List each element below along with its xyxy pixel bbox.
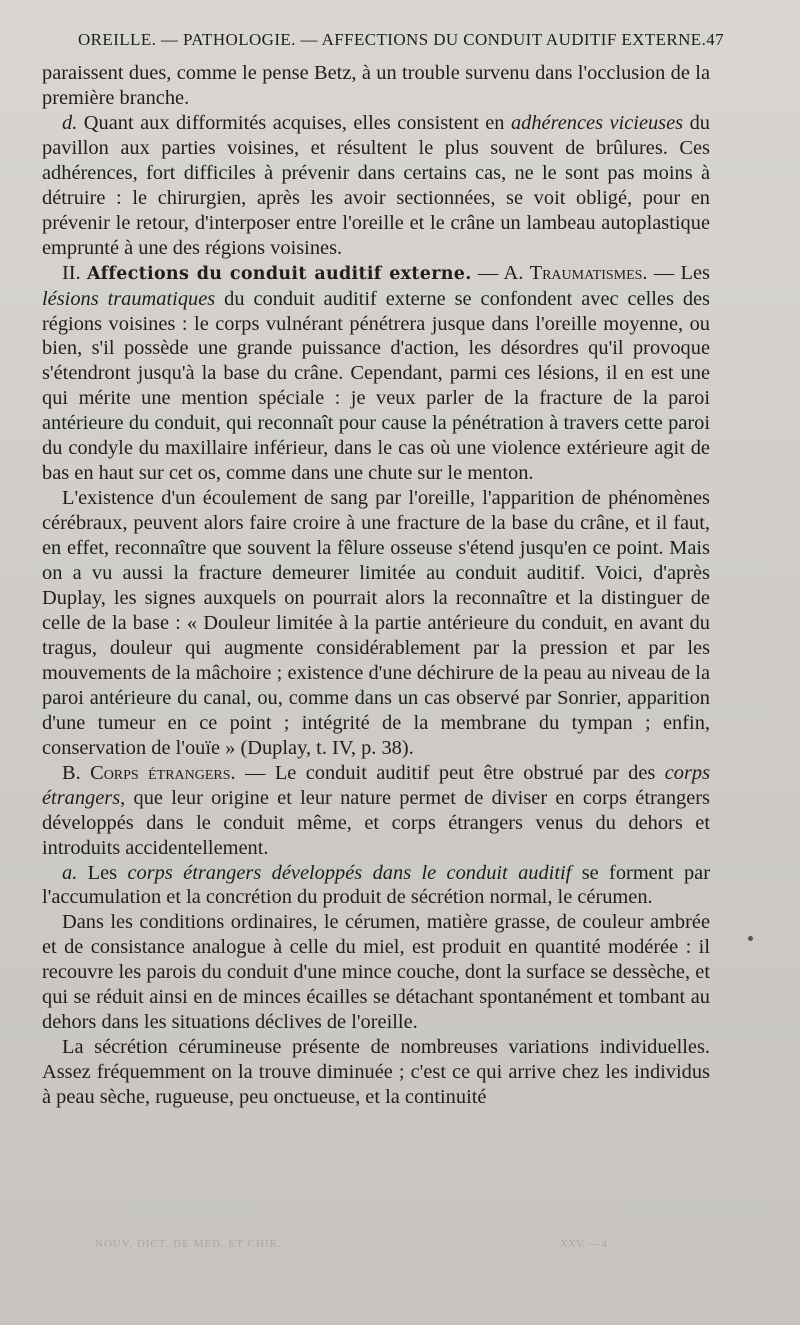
text-run: — Le conduit auditif peut être obstrué par des xyxy=(235,761,665,784)
paragraph-foreign-bodies xyxy=(42,761,710,861)
footer-bleedthrough-left: NOUV. DICT. DE MÉD. ET CHIR. xyxy=(95,1238,282,1250)
subsection-heading-traumatismes: Traumatismes. xyxy=(529,261,648,284)
italic-term: lésions traumatiques xyxy=(42,287,216,310)
text-run: , que leur origine et leur nature permet de diviser en corps étrangers développés dans le conduit même, et corps étrangers venus du dehors et introduits accidentellement. xyxy=(42,786,710,859)
paragraph-secretion: La sécrétion cérumineuse présente de nombreuses variations individuelles. Assez fréquemment on la trouve diminuée ; c'est ce qui arrive chez les individus à peau sèche, rugueuse, peu onctueuse, et la continuité xyxy=(42,1036,710,1109)
paragraph-hemorrhage: L'existence d'un écoulement de sang par l'oreille, l'apparition de phénomènes cérébraux, peuvent alors faire croire à une fracture de la base du crâne, et il faut, en effet, reconnaître que souvent la fêlure osseuse s'étend jusqu'en ce point. Mais on a vu aussi la fracture demeurer limitée au conduit auditif. Voici, d'après Duplay, les signes auxquels on pourrait alors la reconnaître et la distinguer de celle de la base : « Douleur limitée à la partie antérieure du conduit, en avant du tragus, douleur qui augmente considérablement par la pression et par les mouvements de la mâchoire ; existence d'une déchirure de la peau au niveau de la paroi antérieure du canal, ou, comme dans un cas observé par Sonrier, apparition d'une tumeur en ce point ; intégrité de la membrane du tympan ; enfin, conservation de l'ouïe » (Duplay, t. IV, p. 38). xyxy=(42,487,710,759)
page-number: 47 xyxy=(706,30,725,49)
section-heading: Affections du conduit auditif externe. xyxy=(87,263,472,284)
item-letter-d: d. xyxy=(62,111,78,134)
footer-bleedthrough-right: XXV. — 4 xyxy=(560,1238,608,1250)
running-head xyxy=(78,30,725,50)
section-number: II. xyxy=(62,261,81,284)
text-run: Quant aux difformités acquises, elles consistent en xyxy=(77,111,511,134)
paragraph-acquired-deformities xyxy=(42,111,710,261)
section-ii-paragraph xyxy=(42,261,710,487)
item-letter-a: a. xyxy=(62,861,78,884)
text-run: se forment par l'accumulation et la concrétion du produit de sécrétion normal, le cérumen. xyxy=(42,861,710,909)
paragraph-continuation: paraissent dues, comme le pense Betz, à un trouble survenu dans l'occlusion de la première branche. xyxy=(42,62,710,109)
text-run: — Les xyxy=(647,261,710,284)
italic-term: corps étrangers xyxy=(42,761,711,809)
paragraph-developed-bodies xyxy=(42,861,710,911)
italic-term: adhérences vicieuses xyxy=(510,111,684,134)
text-run: — A. xyxy=(471,261,530,284)
running-head-title: OREILLE. — PATHOLOGIE. — AFFECTIONS DU CONDUIT AUDITIF EXTERNE. xyxy=(78,30,707,49)
ink-dot xyxy=(748,936,753,941)
body-text xyxy=(42,61,710,1110)
text-run: du pavillon aux parties voisines, et résultent le plus souvent de brûlures. Ces adhérences, fort difficiles à prévenir dans certains cas, ne le sont pas moins à détruire : le chirurgien, après les avoir sectionnées, se voit obligé, pour en prévenir le retour, d'interposer entre l'oreille et le crâne un lambeau autoplastique emprunté à une des régions voisines. xyxy=(42,111,710,259)
item-letter-b: B. xyxy=(62,761,91,784)
subsection-heading-corps-etrangers: Corps étrangers. xyxy=(90,761,236,784)
paragraph-cerumen: Dans les conditions ordinaires, le cérumen, matière grasse, de couleur ambrée et de consistance analogue à celle du miel, est produit en quantité modérée : il recouvre les parois du conduit d'une mince couche, dont la surface se dessèche, et qui se réduit ainsi en de minces écailles se détachant spontanément et tombant au dehors dans les situations déclives de l'oreille. xyxy=(42,911,710,1034)
text-run: Les xyxy=(77,861,128,884)
italic-term: corps étrangers développés dans le conduit auditif xyxy=(127,861,572,884)
text-run: du conduit auditif externe se confondent avec celles des régions voisines : le corps vulnérant pénétrera jusque dans l'oreille moyenne, ou bien, s'il possède une grande puissance d'action, les désordres qu'il provoque s'étendront jusqu'à la base du crâne. Cependant, parmi ces lésions, il en est une qui mérite une mention spéciale : je veux parler de la fracture de la paroi antérieure du conduit, qui reconnaît pour cause la pénétration à travers cette paroi du condyle du maxillaire inférieur, dans le cas où une violence extérieure agit de bas en haut sur cet os, comme dans une chute sur le menton. xyxy=(42,287,710,485)
